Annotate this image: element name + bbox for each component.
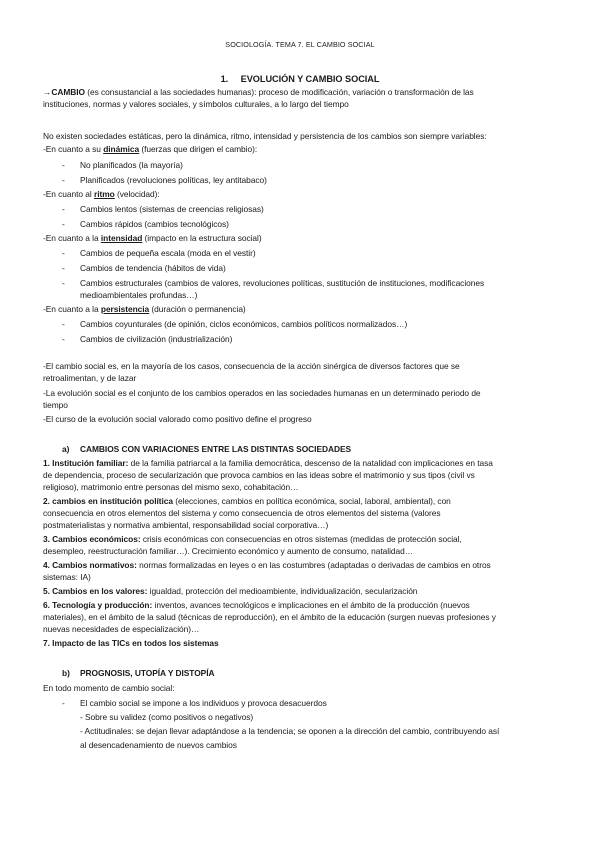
dinamica-keyword: dinámica: [103, 144, 140, 154]
list-item: No planificados (la mayoría): [80, 160, 183, 170]
section-b-line: al desencadenamiento de nuevos cambios: [80, 740, 237, 750]
list-item-continued: medioambientales profundas…): [80, 290, 198, 300]
item-2-line-2: consecuencia en otros elementos del sistema y como consecuencia de otros elementos del sistema (valores: [43, 508, 441, 518]
item-7: 7. Impacto de las TICs en todos los sistemas: [43, 638, 219, 648]
list-item: Cambios de tendencia (hábitos de vida): [80, 263, 226, 273]
bullet: -: [62, 219, 65, 229]
bullet: -: [62, 319, 65, 329]
note-line: -El cambio social es, en la mayoría de los casos, consecuencia de la acción sinérgica de diversos factores que se: [43, 361, 460, 371]
section-a-title: CAMBIOS CON VARIACIONES ENTRE LAS DISTINTAS SOCIEDADES: [80, 444, 352, 454]
bullet: -: [62, 334, 65, 344]
cambio-label: →CAMBIO: [43, 87, 85, 97]
item-2-line-1: 2. cambios en institución política (elecciones, cambios en política económica, social, laboral, ambiental), con: [43, 496, 451, 506]
definition-line-1: →CAMBIO (es consustancial a las sociedades humanas): proceso de modificación, variación o transformación de las: [43, 87, 474, 97]
bullet: -: [62, 263, 65, 273]
ritmo-keyword: ritmo: [93, 189, 115, 199]
list-item: Cambios lentos (sistemas de creencias religiosas): [80, 204, 264, 214]
list-item: Cambios de pequeña escala (moda en el vestir): [80, 248, 256, 258]
section-a-label: a): [62, 444, 70, 454]
note-line: -La evolución social es el conjunto de los cambios operados en las sociedades humanas en un determinado periodo de: [43, 388, 481, 398]
section-b-line: El cambio social se impone a los individuos y provoca desacuerdos: [80, 698, 327, 708]
bullet: -: [62, 248, 65, 258]
section-b-line: - Actitudinales: se dejan llevar adaptándose a la tendencia; se oponen a la dirección del cambio, contribuyendo así: [80, 726, 500, 736]
item-6-line-1: 6. Tecnología y producción: inventos, avances tecnológicos e implicaciones en el ámbito de la producción (nuevos: [43, 600, 470, 610]
definition-line-2: instituciones, normas y valores sociales, y símbolos culturales, a lo largo del tiempo: [43, 99, 349, 109]
bullet: -: [62, 698, 65, 708]
list-item: Cambios estructurales (cambios de valores, revoluciones políticas, sustitución de instituciones, modificaciones: [80, 278, 485, 288]
note-line: tiempo: [43, 400, 68, 410]
item-3-line-2: desempleo, reestructuración familiar…). Crecimiento económico y aumento de consumo, natalidad…: [43, 546, 414, 556]
list-item: Cambios rápidos (cambios tecnológicos): [80, 219, 229, 229]
list-item: Cambios coyunturales (de opinión, ciclos económicos, cambios políticos normalizados…): [80, 319, 408, 329]
bullet: -: [62, 175, 65, 185]
note-line: -El curso de la evolución social valorado como positivo define el progreso: [43, 414, 312, 424]
list-item: Cambios de civilización (industrialización): [80, 334, 233, 344]
section-b-title: PROGNOSIS, UTOPÍA Y DISTOPÍA: [80, 668, 215, 678]
persistencia-heading: -En cuanto a la persistencia (duración o permanencia): [43, 304, 246, 314]
item-1-line-2: de dependencia, proceso de secularización que provoca cambios en las ideas sobre el matrimonio y sus tipos (civil vs: [43, 470, 475, 480]
section-1-heading: EVOLUCIÓN Y CAMBIO SOCIAL: [240, 74, 380, 84]
ritmo-heading: -En cuanto al ritmo (velocidad):: [43, 189, 160, 199]
section-b-line: - Sobre su validez (como positivos o negativos): [80, 712, 254, 722]
item-6-line-3: nuevas necesidades de especialización)…: [43, 624, 200, 634]
item-2-line-3: postmaterialistas y normativa ambiental, responsabilidad social corporativa…): [43, 520, 329, 530]
bullet: -: [62, 278, 65, 288]
section-1-title: [0, 74, 600, 85]
section-b-line: En todo momento de cambio social:: [43, 683, 175, 693]
intensidad-heading: -En cuanto a la intensidad (impacto en la estructura social): [43, 233, 262, 243]
item-1-line-3: religioso), matrimonio entre personas del mismo sexo, cohabitación…: [43, 482, 299, 492]
persistencia-keyword: persistencia: [100, 304, 150, 314]
section-b-label: b): [62, 668, 70, 678]
item-1-line-1: 1. Institución familiar: de la familia patriarcal a la familia democrática, descenso de la natalidad con implicaciones en tasa: [43, 458, 493, 468]
note-line: retroalimentan, y de lazar: [43, 373, 137, 383]
section-1-number: 1.: [220, 74, 229, 84]
item-6-line-2: materiales), en el ámbito de la salud (técnicas de reproducción), en el ámbito de la educación (surgen nuevas profesiones y: [43, 612, 496, 622]
list-item: Planificados (revoluciones políticas, ley antitabaco): [80, 175, 267, 185]
bullet: -: [62, 160, 65, 170]
item-3-line-1: 3. Cambios económicos: crisis económicas con consecuencias en otros sistemas (medidas de protección social,: [43, 534, 462, 544]
bullet: -: [62, 204, 65, 214]
intensidad-keyword: intensidad: [100, 233, 143, 243]
document-header: SOCIOLOGÍA. TEMA 7. EL CAMBIO SOCIAL: [225, 40, 375, 49]
item-4-line-2: sistemas: IA): [43, 572, 91, 582]
item-5-line-1: 5. Cambios en los valores: igualdad, protección del medioambiente, individualización, secularización: [43, 586, 418, 596]
dinamica-heading: -En cuanto a su dinámica (fuerzas que dirigen el cambio):: [43, 144, 258, 154]
intro-paragraph: No existen sociedades estáticas, pero la dinámica, ritmo, intensidad y persistencia de los cambios son siempre variables:: [43, 131, 487, 141]
item-4-line-1: 4. Cambios normativos: normas formalizadas en leyes o en las costumbres (adaptadas o derivadas de cambios en otros: [43, 560, 491, 570]
